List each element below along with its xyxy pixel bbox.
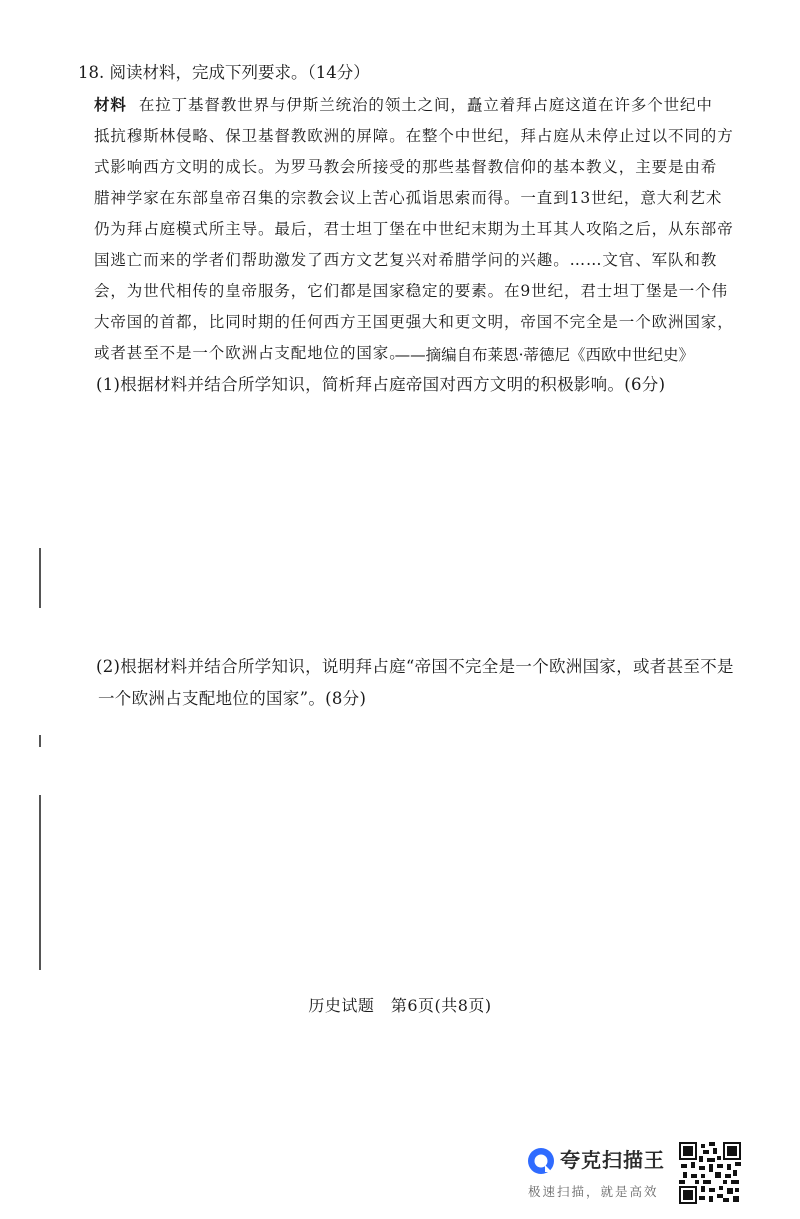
material-line: 或者甚至不是一个欧洲占支配地位的国家。 — [94, 344, 406, 362]
binding-margin-mark — [39, 735, 41, 747]
material-line: 式影响西方文明的成长。为罗马教会所接受的那些基督教信仰的基本教义，主要是由希 — [94, 158, 718, 176]
page-footer: 历史试题 第6页(共8页) — [308, 996, 492, 1015]
material-line: 大帝国的首都，比同时期的任何西方王国更强大和更文明，帝国不完全是一个欧洲国家， — [94, 313, 734, 331]
material-line: 抵抗穆斯林侵略、保卫基督教欧洲的屏障。在整个中世纪，拜占庭从未停止过以不同的方 — [94, 127, 734, 145]
question-header: 18. 阅读材料，完成下列要求。（14分） — [78, 63, 370, 82]
sub-question-1: (1)根据材料并结合所学知识，简析拜占庭帝国对西方文明的积极影响。(6分) — [96, 375, 666, 394]
quark-logo-icon — [526, 1146, 556, 1176]
material-label: 材料 — [94, 96, 127, 114]
material-line: 腊神学家在东部皇帝召集的宗教会议上苦心孤诣思索而得。一直到13世纪，意大利艺术 — [94, 189, 723, 207]
watermark-name: 夸克扫描王 — [560, 1148, 665, 1172]
material-line: 会，为世代相传的皇帝服务，它们都是国家稳定的要素。在9世纪，君士坦丁堡是一个伟 — [94, 282, 728, 300]
material-line: 仍为拜占庭模式所主导。最后，君士坦丁堡在中世纪末期为土耳其人攻陷之后，从东部帝 — [94, 220, 734, 238]
material-line: 国逃亡而来的学者们帮助激发了西方文艺复兴对希腊学问的兴趣。……文官、军队和教 — [94, 251, 718, 269]
binding-margin-mark — [39, 795, 41, 970]
material-source: ——摘编自布莱恩·蒂德尼《西欧中世纪史》 — [394, 346, 694, 364]
qr-code-icon — [679, 1142, 741, 1204]
watermark-tagline: 极速扫描，就是高效 — [528, 1184, 659, 1199]
binding-margin-mark — [39, 548, 41, 608]
sub-question-2: (2)根据材料并结合所学知识，说明拜占庭“帝国不完全是一个欧洲国家，或者甚至不是 — [96, 657, 734, 676]
material-text: 在拉丁基督教世界与伊斯兰统治的领土之间，矗立着拜占庭这道在许多个世纪中 — [138, 96, 713, 114]
sub-question-2-cont: 一个欧洲占支配地位的国家”。(8分) — [98, 689, 367, 708]
scanner-watermark — [526, 1142, 676, 1208]
material-line — [94, 94, 713, 116]
